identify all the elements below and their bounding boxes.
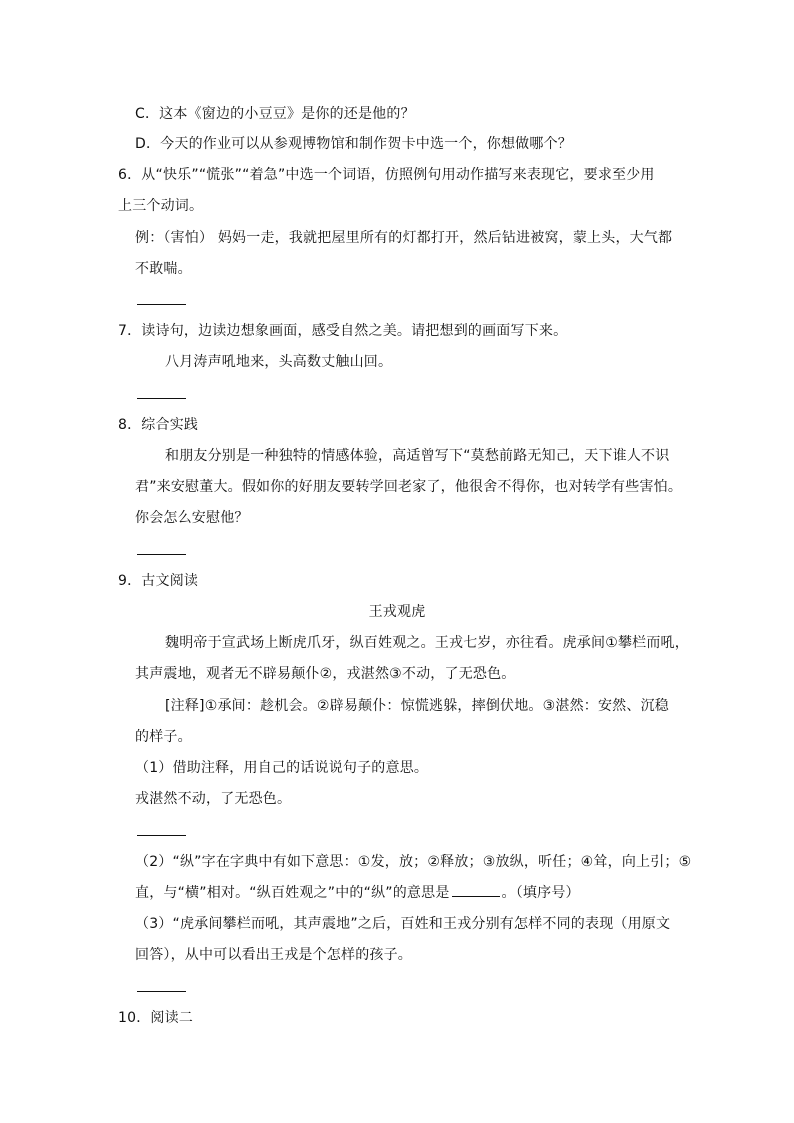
q9-passage-line1: 魏明帝于宣武场上断虎爪牙，纵百姓观之。王戎七岁，亦往看。虎承间①攀栏而吼， — [165, 635, 689, 651]
q9-sub2-text-b: 。（填序号） — [501, 885, 580, 901]
q6-example-line2: 不敢喘。 — [135, 261, 192, 277]
q9-sub2-line2 — [135, 883, 580, 903]
q6-prompt-line2: 上三个动词。 — [118, 198, 204, 214]
q8-paragraph-line1: 和朋友分别是一种独特的情感体验，高适曾写下“莫愁前路无知己，天下谁人不识 — [165, 448, 670, 464]
q6-example-line1: 例：（害怕） 妈妈一走，我就把屋里所有的灯都打开，然后钻进被窝，蒙上头，大气都 — [135, 230, 673, 246]
q9-passage-line2: 其声震地，观者无不辟易颠仆②，戎湛然③不动，了无恐色。 — [135, 666, 516, 682]
q9-sub3-line2: 回答），从中可以看出王戎是个怎样的孩子。 — [135, 947, 412, 963]
q9-sub2-text-a: 直，与“横”相对。“纵百姓观之”中的“纵”的意思是 — [135, 885, 450, 901]
q7-answer-blank[interactable] — [137, 398, 186, 399]
q9-sub3-answer-blank[interactable] — [137, 991, 186, 992]
q6-prompt-line1: 6．从“快乐”“慌张”“着急”中选一个词语，仿照例句用动作描写来表现它，要求至少用 — [118, 167, 655, 183]
option-d: D．今天的作业可以从参观博物馆和制作贺卡中选一个，你想做哪个？ — [135, 136, 572, 152]
q6-answer-blank[interactable] — [137, 304, 186, 305]
q10-title: 10．阅读二 — [118, 1010, 194, 1026]
q8-title: 8．综合实践 — [118, 417, 199, 433]
q9-sub2-line1: （2）“纵”字在字典中有如下意思：①发，放；②释放；③放纵，听任；④耸，向上引；⑤ — [135, 854, 692, 870]
q8-paragraph-line3: 你会怎么安慰他？ — [135, 510, 249, 526]
q9-sub1-sentence: 戎湛然不动，了无恐色。 — [135, 791, 292, 807]
q9-title: 9．古文阅读 — [118, 573, 199, 589]
q9-notes-line1: [注释]①承间：趁机会。②辟易颠仆：惊慌逃躲，摔倒伏地。③湛然：安然、沉稳 — [165, 698, 669, 714]
q9-sub1-prompt: （1）借助注释，用自己的话说说句子的意思。 — [135, 760, 429, 776]
q9-sub3-line1: （3）“虎承间攀栏而吼，其声震地”之后，百姓和王戎分别有怎样不同的表现（用原文 — [135, 916, 671, 932]
q9-passage-title: 王戎观虎 — [368, 604, 426, 620]
q8-paragraph-line2: 君”来安慰董大。假如你的好朋友要转学回老家了，他很舍不得你，也对转学有些害怕。 — [135, 479, 683, 495]
option-c: C．这本《窗边的小豆豆》是你的还是他的？ — [135, 106, 415, 122]
q9-notes-line2: 的样子。 — [135, 729, 192, 745]
q9-sub2-answer-blank[interactable] — [452, 884, 500, 897]
q8-answer-blank[interactable] — [137, 554, 186, 555]
q7-prompt: 7．读诗句，边读边想象画面，感受自然之美。请把想到的画面写下来。 — [118, 323, 568, 339]
q7-poem: 八月涛声吼地来，头高数丈触山回。 — [165, 354, 393, 370]
q9-sub1-answer-blank[interactable] — [137, 835, 186, 836]
